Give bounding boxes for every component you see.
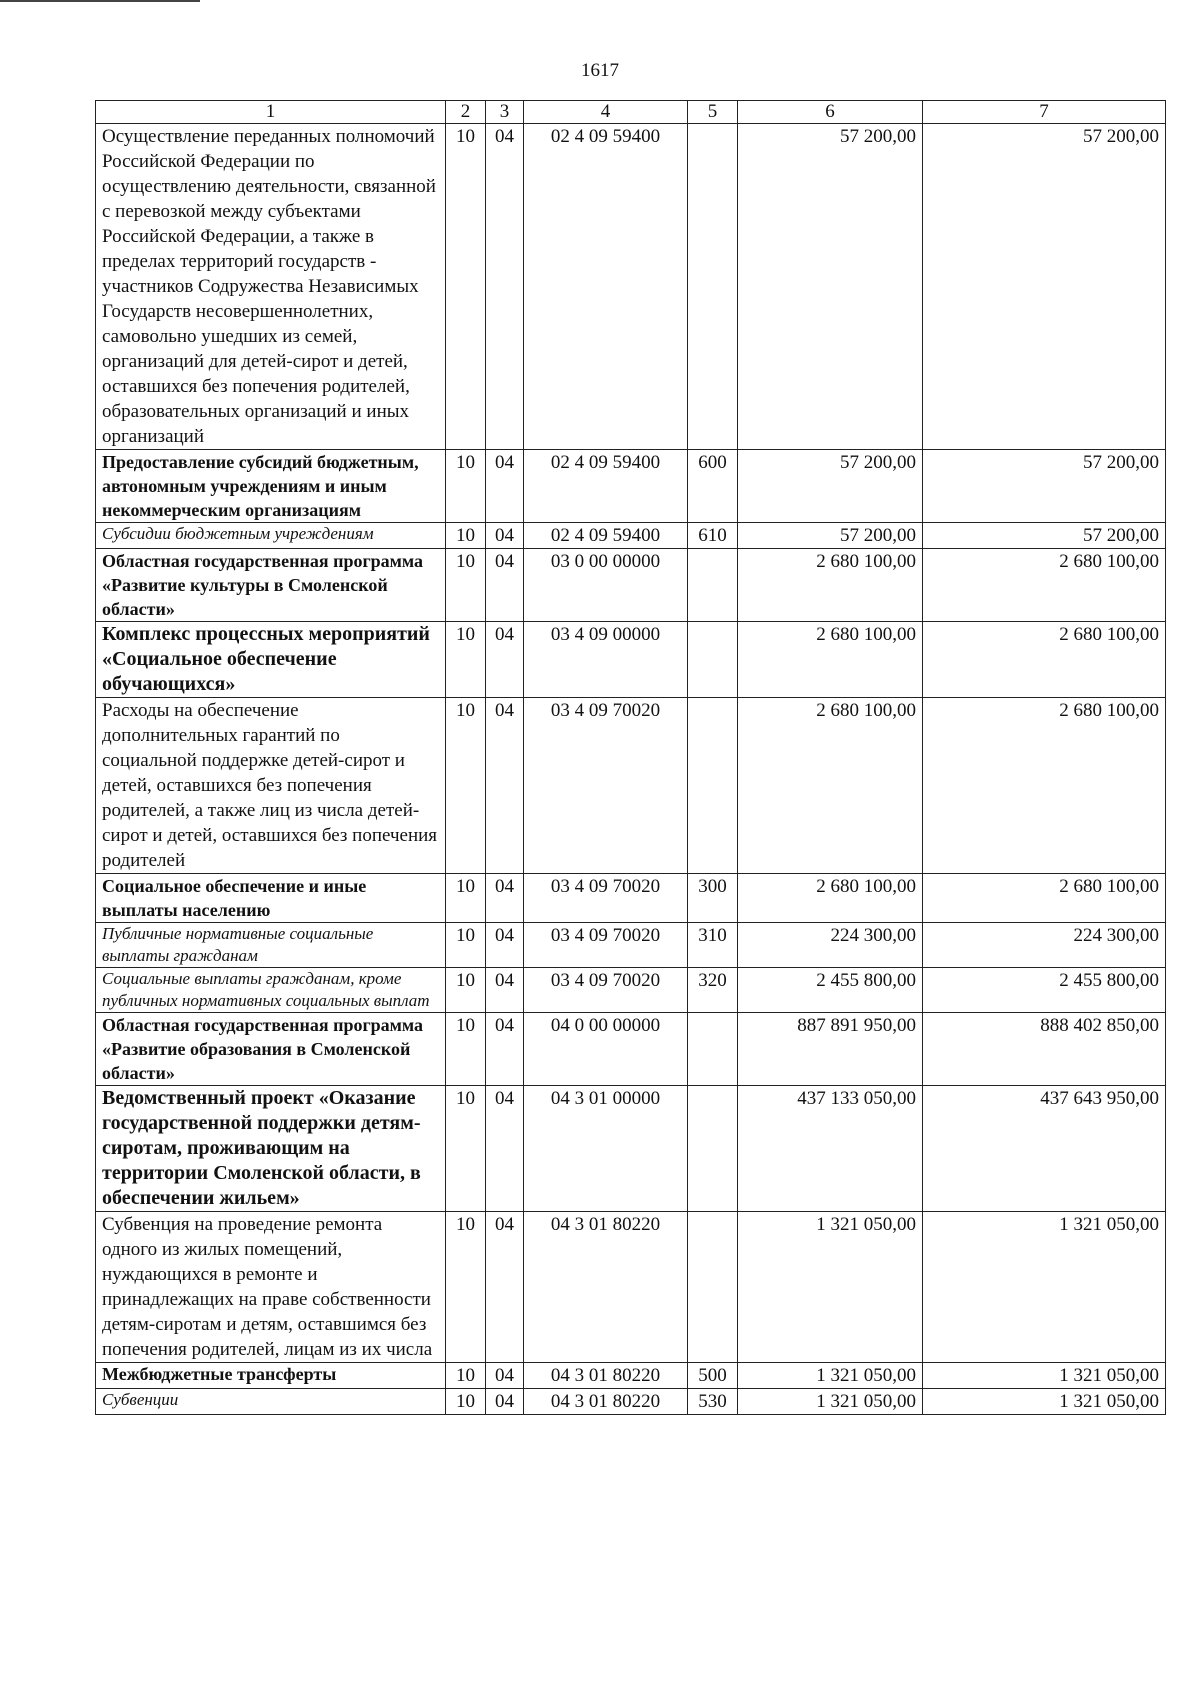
table-row	[96, 1363, 1166, 1389]
row-expense-type: 310	[688, 923, 738, 968]
row-expense-type	[688, 1086, 738, 1212]
row-section: 10	[446, 1086, 486, 1212]
row-section: 10	[446, 1013, 486, 1086]
row-amount-year2: 2 680 100,00	[923, 549, 1166, 622]
row-target-code: 04 0 00 00000	[524, 1013, 688, 1086]
row-name: Публичные нормативные социальные выплаты гражданам	[96, 923, 446, 968]
table-row	[96, 1389, 1166, 1415]
table-row	[96, 698, 1166, 874]
row-name: Расходы на обеспечение дополнительных гарантий по социальной поддержке детей-сирот и детей, оставшихся без попечения родителей, а также лиц из числа детей-сирот и детей, оставшихся без попечения родителей	[96, 698, 446, 874]
row-amount-year1: 2 680 100,00	[738, 622, 923, 698]
header-row	[96, 101, 1166, 124]
row-amount-year2: 437 643 950,00	[923, 1086, 1166, 1212]
row-expense-type: 530	[688, 1389, 738, 1415]
row-target-code: 02 4 09 59400	[524, 124, 688, 450]
row-subsection: 04	[486, 622, 524, 698]
scan-edge-line	[0, 0, 200, 2]
row-expense-type: 500	[688, 1363, 738, 1389]
column-header-4: 4	[524, 101, 688, 124]
table-row	[96, 450, 1166, 523]
row-section: 10	[446, 1389, 486, 1415]
row-name: Межбюджетные трансферты	[96, 1363, 446, 1389]
row-section: 10	[446, 124, 486, 450]
row-section: 10	[446, 1363, 486, 1389]
row-target-code: 03 4 09 70020	[524, 874, 688, 923]
row-amount-year2: 1 321 050,00	[923, 1212, 1166, 1363]
row-amount-year2: 2 680 100,00	[923, 874, 1166, 923]
row-subsection: 04	[486, 124, 524, 450]
row-name: Социальное обеспечение и иные выплаты населению	[96, 874, 446, 923]
row-subsection: 04	[486, 1086, 524, 1212]
row-expense-type: 610	[688, 523, 738, 549]
row-amount-year1: 887 891 950,00	[738, 1013, 923, 1086]
row-expense-type	[688, 549, 738, 622]
row-name: Субвенции	[96, 1389, 446, 1415]
table-row	[96, 968, 1166, 1013]
column-header-1: 1	[96, 101, 446, 124]
row-amount-year1: 57 200,00	[738, 124, 923, 450]
row-amount-year2: 57 200,00	[923, 124, 1166, 450]
table-row	[96, 923, 1166, 968]
row-name: Комплекс процессных мероприятий «Социальное обеспечение обучающихся»	[96, 622, 446, 698]
row-expense-type: 600	[688, 450, 738, 523]
row-section: 10	[446, 1212, 486, 1363]
row-section: 10	[446, 523, 486, 549]
row-subsection: 04	[486, 698, 524, 874]
row-amount-year1: 2 680 100,00	[738, 698, 923, 874]
table-row	[96, 549, 1166, 622]
row-name: Областная государственная программа «Развитие культуры в Смоленской области»	[96, 549, 446, 622]
row-amount-year1: 437 133 050,00	[738, 1086, 923, 1212]
column-header-6: 6	[738, 101, 923, 124]
row-amount-year1: 2 680 100,00	[738, 549, 923, 622]
row-subsection: 04	[486, 1363, 524, 1389]
row-expense-type	[688, 698, 738, 874]
row-section: 10	[446, 622, 486, 698]
row-subsection: 04	[486, 1389, 524, 1415]
row-amount-year2: 57 200,00	[923, 450, 1166, 523]
row-name: Областная государственная программа «Развитие образования в Смоленской области»	[96, 1013, 446, 1086]
row-subsection: 04	[486, 923, 524, 968]
table-row	[96, 1086, 1166, 1212]
row-name: Осуществление переданных полномочий Российской Федерации по осуществлению деятельности, связанной с перевозкой между субъектами Российской Федерации, а также в пределах территорий государств - участников Содружества Независимых Государств несовершеннолетних, самовольно ушедших из семей, организаций для детей-сирот и детей, оставшихся без попечения родителей, образовательных организаций и иных организаций	[96, 124, 446, 450]
row-target-code: 03 4 09 70020	[524, 968, 688, 1013]
row-target-code: 04 3 01 80220	[524, 1363, 688, 1389]
row-amount-year2: 224 300,00	[923, 923, 1166, 968]
row-section: 10	[446, 549, 486, 622]
row-amount-year1: 57 200,00	[738, 450, 923, 523]
table-body	[96, 124, 1166, 1415]
row-target-code: 03 0 00 00000	[524, 549, 688, 622]
row-subsection: 04	[486, 523, 524, 549]
column-header-5: 5	[688, 101, 738, 124]
row-subsection: 04	[486, 450, 524, 523]
row-target-code: 03 4 09 00000	[524, 622, 688, 698]
row-target-code: 02 4 09 59400	[524, 450, 688, 523]
row-name: Социальные выплаты гражданам, кроме публичных нормативных социальных выплат	[96, 968, 446, 1013]
row-target-code: 03 4 09 70020	[524, 698, 688, 874]
row-expense-type	[688, 124, 738, 450]
row-subsection: 04	[486, 1013, 524, 1086]
row-amount-year2: 57 200,00	[923, 523, 1166, 549]
row-amount-year2: 2 680 100,00	[923, 622, 1166, 698]
row-expense-type	[688, 1013, 738, 1086]
row-name: Субсидии бюджетным учреждениям	[96, 523, 446, 549]
table-row	[96, 1212, 1166, 1363]
row-name: Субвенция на проведение ремонта одного из жилых помещений, нуждающихся в ремонте и принадлежащих на праве собственности детям-сиротам и детям, оставшимся без попечения родителей, лицам из их числа	[96, 1212, 446, 1363]
row-amount-year1: 1 321 050,00	[738, 1212, 923, 1363]
row-expense-type	[688, 622, 738, 698]
row-expense-type	[688, 1212, 738, 1363]
row-amount-year1: 2 455 800,00	[738, 968, 923, 1013]
row-amount-year2: 2 680 100,00	[923, 698, 1166, 874]
row-target-code: 04 3 01 80220	[524, 1212, 688, 1363]
row-subsection: 04	[486, 874, 524, 923]
row-amount-year1: 1 321 050,00	[738, 1389, 923, 1415]
column-header-7: 7	[923, 101, 1166, 124]
row-subsection: 04	[486, 1212, 524, 1363]
budget-table	[95, 100, 1166, 1415]
row-amount-year2: 1 321 050,00	[923, 1363, 1166, 1389]
column-header-3: 3	[486, 101, 524, 124]
row-target-code: 02 4 09 59400	[524, 523, 688, 549]
row-section: 10	[446, 874, 486, 923]
row-section: 10	[446, 698, 486, 874]
row-section: 10	[446, 450, 486, 523]
table-row	[96, 523, 1166, 549]
row-amount-year1: 2 680 100,00	[738, 874, 923, 923]
row-amount-year1: 224 300,00	[738, 923, 923, 968]
row-target-code: 04 3 01 80220	[524, 1389, 688, 1415]
row-subsection: 04	[486, 968, 524, 1013]
page-number: 1617	[581, 60, 619, 81]
row-amount-year2: 1 321 050,00	[923, 1389, 1166, 1415]
table-row	[96, 1013, 1166, 1086]
row-amount-year1: 57 200,00	[738, 523, 923, 549]
table-row	[96, 874, 1166, 923]
row-section: 10	[446, 923, 486, 968]
row-expense-type: 300	[688, 874, 738, 923]
table-row	[96, 124, 1166, 450]
row-amount-year2: 888 402 850,00	[923, 1013, 1166, 1086]
row-target-code: 03 4 09 70020	[524, 923, 688, 968]
row-target-code: 04 3 01 00000	[524, 1086, 688, 1212]
row-expense-type: 320	[688, 968, 738, 1013]
row-name: Предоставление субсидий бюджетным, автономным учреждениям и иным некоммерческим организациям	[96, 450, 446, 523]
row-subsection: 04	[486, 549, 524, 622]
table-row	[96, 622, 1166, 698]
row-amount-year2: 2 455 800,00	[923, 968, 1166, 1013]
column-header-2: 2	[446, 101, 486, 124]
row-name: Ведомственный проект «Оказание государственной поддержки детям-сиротам, проживающим на территории Смоленской области, в обеспечении жильем»	[96, 1086, 446, 1212]
row-section: 10	[446, 968, 486, 1013]
row-amount-year1: 1 321 050,00	[738, 1363, 923, 1389]
